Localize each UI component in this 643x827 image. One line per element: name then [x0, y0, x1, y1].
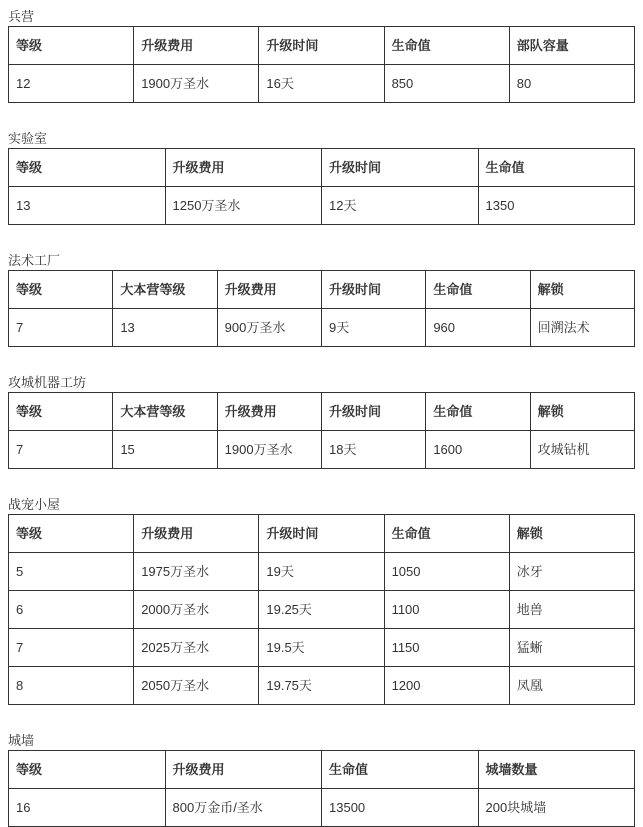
table-cell: 1600: [426, 431, 530, 469]
table-cell: 19天: [259, 553, 384, 591]
column-header: 等级: [9, 27, 134, 65]
table-cell: 2025万圣水: [134, 629, 259, 667]
building-section: [8, 8, 635, 103]
table-cell: 2000万圣水: [134, 591, 259, 629]
column-header: 升级时间: [321, 393, 425, 431]
table-cell: 1900万圣水: [217, 431, 321, 469]
section-title: 城墙: [8, 733, 35, 748]
table-cell: 2050万圣水: [134, 667, 259, 705]
table-row: [9, 667, 635, 705]
column-header: 城墙数量: [478, 751, 635, 789]
building-section: [8, 496, 635, 705]
table-body: [9, 187, 635, 225]
table-cell: 1200: [384, 667, 509, 705]
table-cell: 地兽: [509, 591, 634, 629]
column-header: 升级时间: [259, 27, 384, 65]
table-row: [9, 187, 635, 225]
column-header: 生命值: [322, 751, 479, 789]
section-title: 实验室: [8, 131, 48, 146]
table-cell: 7: [9, 431, 113, 469]
column-header: 等级: [9, 271, 113, 309]
table-cell: 13500: [322, 789, 479, 827]
building-section: [8, 252, 635, 347]
upgrade-table: [8, 148, 635, 225]
table-header-row: [9, 751, 635, 789]
table-header-row: [9, 27, 635, 65]
table-cell: 1100: [384, 591, 509, 629]
table-row: [9, 629, 635, 667]
table-cell: 7: [9, 309, 113, 347]
section-title: 法术工厂: [8, 253, 61, 268]
column-header: 生命值: [478, 149, 635, 187]
table-cell: 1050: [384, 553, 509, 591]
column-header: 升级费用: [134, 27, 259, 65]
table-cell: 1900万圣水: [134, 65, 259, 103]
table-cell: 回溯法术: [530, 309, 634, 347]
column-header: 解锁: [530, 393, 634, 431]
table-row: [9, 431, 635, 469]
column-header: 生命值: [384, 27, 509, 65]
column-header: 大本营等级: [113, 393, 217, 431]
table-cell: 9天: [321, 309, 425, 347]
column-header: 升级时间: [322, 149, 479, 187]
building-section: [8, 732, 635, 827]
table-header-row: [9, 393, 635, 431]
table-cell: 5: [9, 553, 134, 591]
table-row: [9, 553, 635, 591]
table-cell: 800万金币/圣水: [165, 789, 322, 827]
table-cell: 13: [113, 309, 217, 347]
table-header-row: [9, 515, 635, 553]
table-cell: 850: [384, 65, 509, 103]
table-cell: 18天: [321, 431, 425, 469]
table-row: [9, 65, 635, 103]
table-cell: 960: [426, 309, 530, 347]
column-header: 升级费用: [217, 271, 321, 309]
column-header: 大本营等级: [113, 271, 217, 309]
column-header: 等级: [9, 751, 166, 789]
column-header: 解锁: [509, 515, 634, 553]
column-header: 升级费用: [165, 751, 322, 789]
table-cell: 16: [9, 789, 166, 827]
table-cell: 1250万圣水: [165, 187, 322, 225]
table-cell: 6: [9, 591, 134, 629]
table-cell: 8: [9, 667, 134, 705]
column-header: 等级: [9, 393, 113, 431]
table-body: [9, 65, 635, 103]
column-header: 解锁: [530, 271, 634, 309]
table-header: [9, 149, 635, 187]
table-cell: 1350: [478, 187, 635, 225]
column-header: 等级: [9, 515, 134, 553]
column-header: 生命值: [426, 393, 530, 431]
table-cell: 900万圣水: [217, 309, 321, 347]
table-cell: 19.25天: [259, 591, 384, 629]
table-header: [9, 515, 635, 553]
table-cell: 冰牙: [509, 553, 634, 591]
column-header: 等级: [9, 149, 166, 187]
column-header: 生命值: [384, 515, 509, 553]
table-header-row: [9, 149, 635, 187]
upgrade-table: [8, 750, 635, 827]
table-cell: 200块城墙: [478, 789, 635, 827]
table-cell: 12: [9, 65, 134, 103]
upgrade-table: [8, 514, 635, 705]
section-title: 攻城机器工坊: [8, 375, 87, 390]
column-header: 升级费用: [165, 149, 322, 187]
table-header: [9, 27, 635, 65]
table-cell: 攻城钻机: [530, 431, 634, 469]
building-section: [8, 374, 635, 469]
column-header: 升级时间: [321, 271, 425, 309]
table-cell: 1975万圣水: [134, 553, 259, 591]
table-cell: 7: [9, 629, 134, 667]
section-title: 兵营: [8, 9, 35, 24]
column-header: 升级时间: [259, 515, 384, 553]
column-header: 生命值: [426, 271, 530, 309]
table-cell: 16天: [259, 65, 384, 103]
table-header: [9, 393, 635, 431]
upgrade-table: [8, 26, 635, 103]
section-title: 战宠小屋: [8, 497, 61, 512]
table-cell: 猛蜥: [509, 629, 634, 667]
table-cell: 凤凰: [509, 667, 634, 705]
column-header: 升级费用: [134, 515, 259, 553]
table-header: [9, 271, 635, 309]
table-body: [9, 553, 635, 705]
table-header: [9, 751, 635, 789]
table-body: [9, 431, 635, 469]
table-cell: 19.75天: [259, 667, 384, 705]
table-cell: 15: [113, 431, 217, 469]
table-cell: 13: [9, 187, 166, 225]
table-row: [9, 309, 635, 347]
column-header: 部队容量: [509, 27, 634, 65]
table-row: [9, 591, 635, 629]
table-cell: 12天: [322, 187, 479, 225]
table-cell: 19.5天: [259, 629, 384, 667]
column-header: 升级费用: [217, 393, 321, 431]
building-section: [8, 130, 635, 225]
table-cell: 1150: [384, 629, 509, 667]
table-cell: 80: [509, 65, 634, 103]
table-body: [9, 309, 635, 347]
table-header-row: [9, 271, 635, 309]
upgrade-table: [8, 270, 635, 347]
upgrade-table: [8, 392, 635, 469]
